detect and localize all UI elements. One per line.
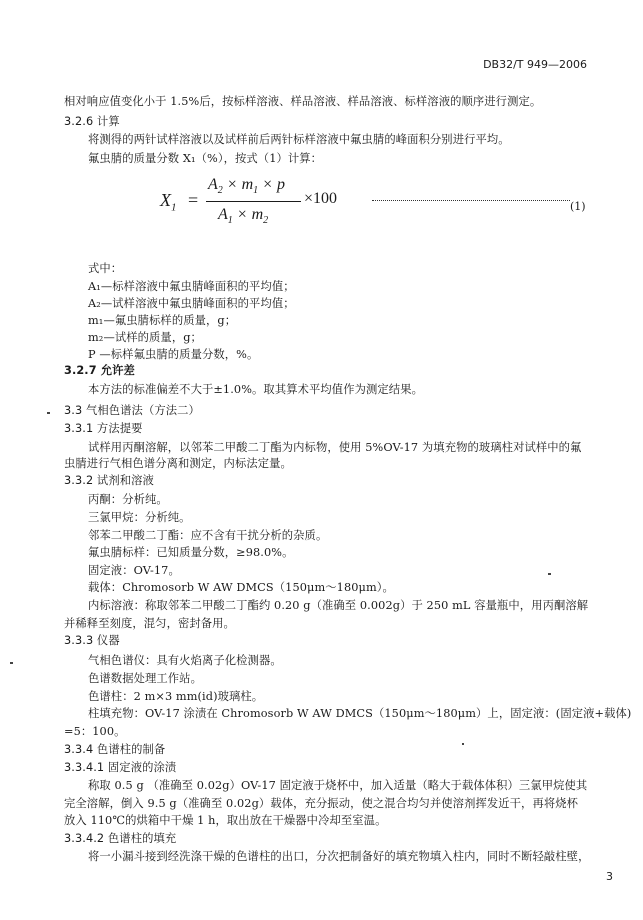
- text-line: 试样用丙酮溶解，以邻苯二甲酸二丁酯为内标物，使用 5%OV-17 为填充物的玻璃柱对试样中的氟: [88, 441, 582, 454]
- text-line: 邻苯二甲酸二丁酯：应不含有干扰分析的杂质。: [88, 529, 328, 542]
- definition-line: m₁—氟虫腈标样的质量，g；: [88, 314, 237, 327]
- text-line: 相对响应值变化小于 1.5%后，按标样溶液、样品溶液、样品溶液、标样溶液的顺序进行测定。: [64, 95, 542, 108]
- text-line: 固定液：OV-17。: [88, 564, 180, 577]
- document-number: DB32/T 949—2006: [483, 58, 587, 71]
- text-line: 并稀释至刻度，混匀，密封备用。: [64, 617, 235, 630]
- section-heading-3-2-6: 3.2.6 计算: [64, 115, 120, 128]
- section-heading-3-2-7: 3.2.7 允许差: [64, 364, 135, 377]
- section-heading-3-3-2: 3.3.2 试剂和溶液: [64, 474, 154, 487]
- text-line: 式中：: [88, 262, 123, 275]
- text-line: 柱填充物：OV-17 涂渍在 Chromosorb W AW DMCS（150μm～180μm）上，固定液：(固定液+载体): [88, 707, 632, 720]
- formula-lhs: $X_1$: [160, 190, 177, 214]
- scan-speck: [462, 743, 464, 745]
- text-line: 三氯甲烷：分析纯。: [88, 511, 191, 524]
- text-line: =5：100。: [64, 725, 126, 738]
- text-line: 将测得的两针试样溶液以及试样前后两针标样溶液中氟虫腈的峰面积分别进行平均。: [88, 133, 510, 146]
- text-line: 氟虫腈标样：已知质量分数，≥98.0%。: [88, 546, 294, 559]
- text-line: 放入 110℃的烘箱中干燥 1 h，取出放在干燥器中冷却至室温。: [64, 814, 387, 827]
- text-line: 完全溶解，倒入 9.5 g（准确至 0.02g）载体，充分振动，使之混合均匀并使溶剂挥发近干，再将烧杯: [64, 797, 579, 810]
- formula-1: [160, 176, 360, 236]
- section-heading-3-3-4: 3.3.4 色谱柱的制备: [64, 743, 166, 756]
- page-number: 3: [606, 870, 613, 883]
- text-line: 色谱数据处理工作站。: [88, 672, 202, 685]
- scan-speck: [47, 412, 50, 414]
- text-line: 氟虫腈的质量分数 X₁（%），按式（1）计算：: [88, 152, 323, 165]
- section-heading-3-3-3: 3.3.3 仪器: [64, 634, 120, 647]
- text-line: 虫腈进行气相色谱分离和测定，内标法定量。: [64, 457, 292, 470]
- section-heading-3-3-1: 3.3.1 方法提要: [64, 422, 143, 435]
- text-line: 丙酮：分析纯。: [88, 493, 168, 506]
- fraction-bar: [206, 201, 301, 202]
- text-line: 本方法的标准偏差不大于±1.0%。取其算术平均值作为测定结果。: [88, 383, 423, 396]
- text-line: 气相色谱仪：具有火焰离子化检测器。: [88, 654, 282, 667]
- formula-numerator: $A_2 \times m_1 \times p$: [208, 176, 285, 197]
- section-heading-3-3-4-1: 3.3.4.1 固定液的涂渍: [64, 761, 177, 774]
- text-line: 色谱柱：2 m×3 mm(id)玻璃柱。: [88, 690, 264, 703]
- text-line: 称取 0.5 g （准确至 0.02g）OV-17 固定液于烧杯中，加入适量（略大于载体体积）三氯甲烷使其: [88, 779, 588, 792]
- formula-multiplier: ×100: [304, 190, 338, 207]
- text-line: 载体：Chromosorb W AW DMCS（150μm～180μm）。: [88, 581, 394, 594]
- equation-number: (1): [570, 200, 586, 213]
- formula-equals: =: [188, 190, 199, 210]
- definition-line: m₂—试样的质量，g；: [88, 331, 202, 344]
- formula-denominator: $A_1 \times m_2$: [218, 206, 269, 227]
- definition-line: P —标样氟虫腈的质量分数，%。: [88, 348, 259, 361]
- definition-line: A₁—标样溶液中氟虫腈峰面积的平均值；: [88, 280, 295, 293]
- section-heading-3-3: 3.3 气相色谱法（方法二）: [64, 404, 200, 417]
- text-line: 将一小漏斗接到经洗涤干燥的色谱柱的出口，分次把制备好的填充物填入柱内，同时不断轻敲柱壁，: [88, 850, 590, 863]
- text-line: 内标溶液：称取邻苯二甲酸二丁酯约 0.20 g（准确至 0.002g）于 250 mL 容量瓶中，用丙酮溶解: [88, 599, 589, 612]
- dotted-leader: [372, 199, 570, 201]
- scan-speck: [548, 573, 551, 575]
- scan-speck: [10, 662, 13, 664]
- section-heading-3-3-4-2: 3.3.4.2 色谱柱的填充: [64, 832, 177, 845]
- definition-line: A₂—试样溶液中氟虫腈峰面积的平均值；: [88, 297, 295, 310]
